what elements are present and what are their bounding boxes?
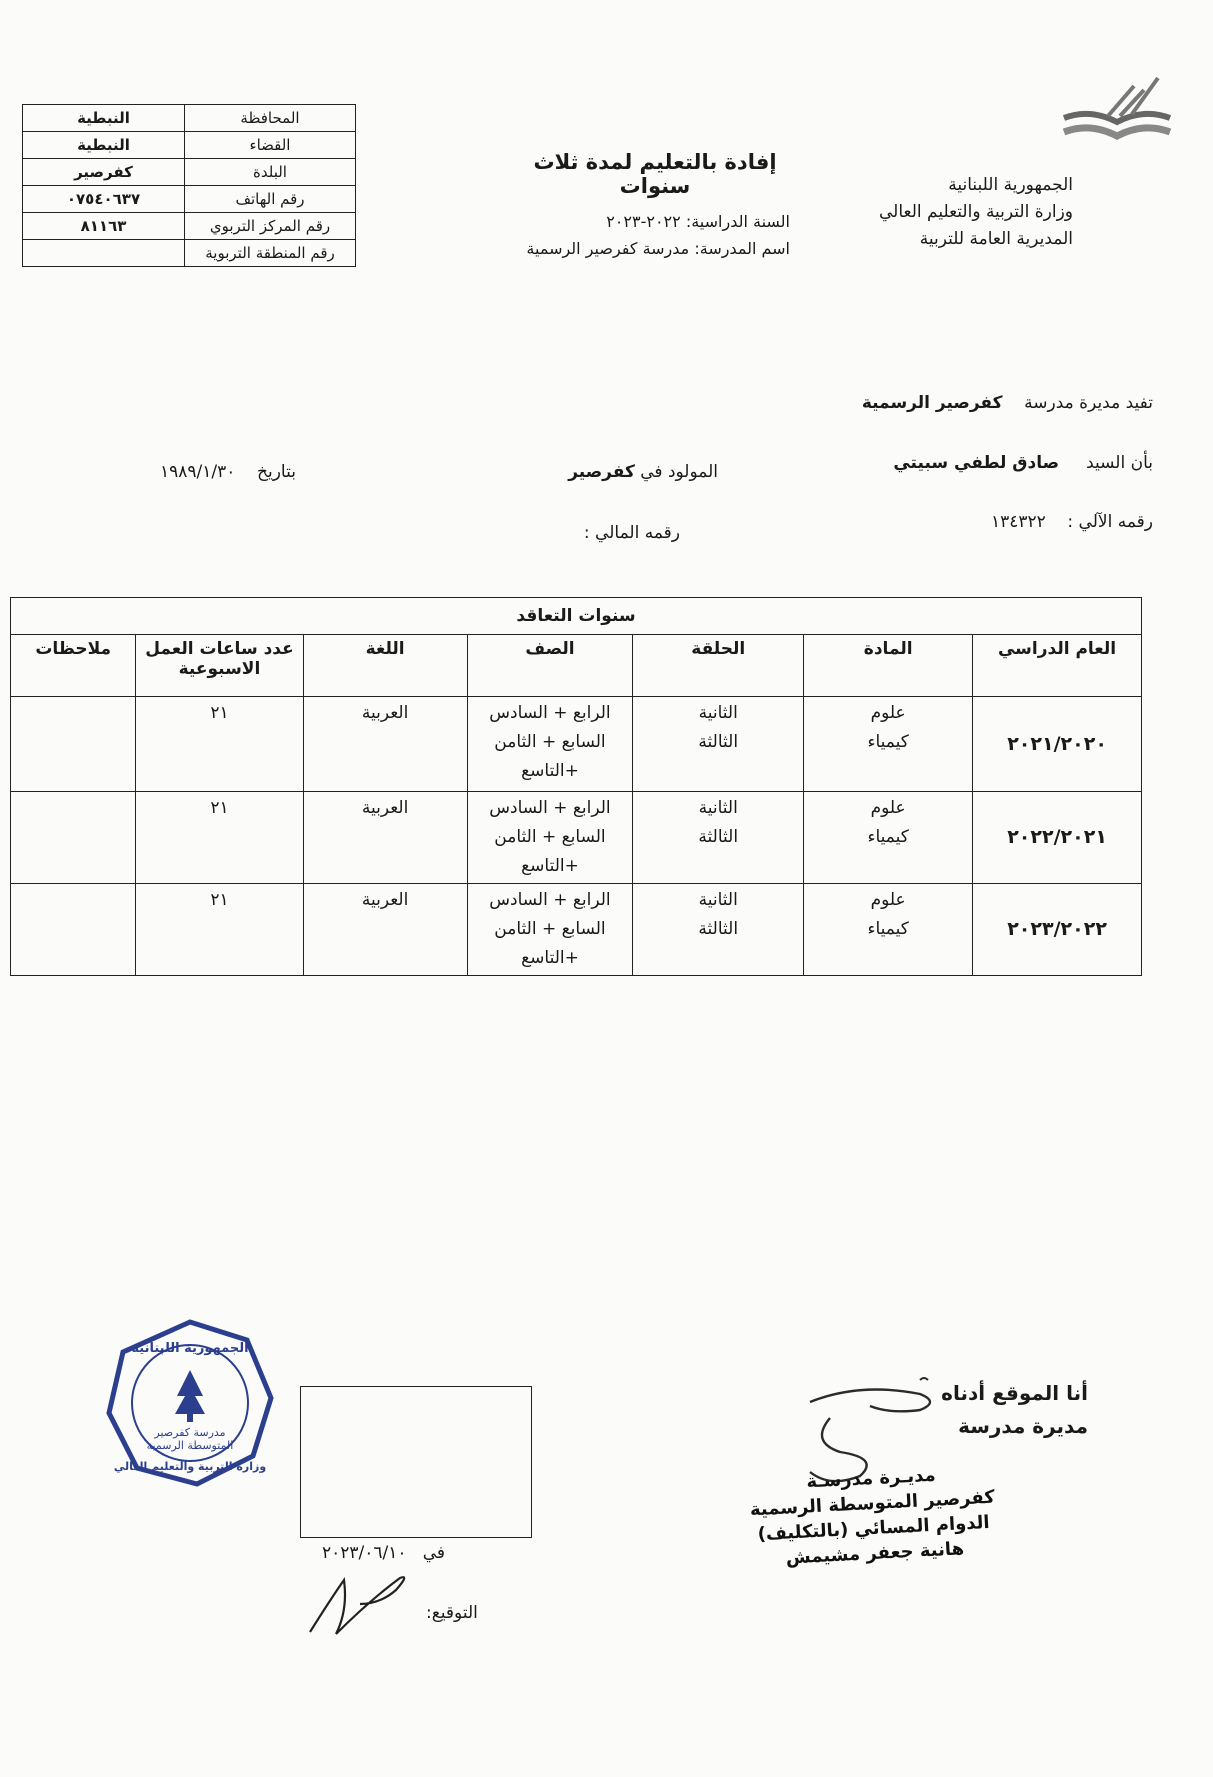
born-in-value: كفرصير <box>568 462 635 482</box>
info-value: ٠٧٥٤٠٦٣٧ <box>23 186 185 213</box>
cell-hours: ٢١ <box>136 697 303 792</box>
cell-language: العربية <box>303 792 467 884</box>
intro-text: تفيد مديرة مدرسة <box>1024 393 1153 413</box>
financial-number-line <box>584 523 680 543</box>
cell-hours: ٢١ <box>136 884 303 976</box>
stamp-line-2: كفرصير المتوسطة الرسمية <box>749 1486 996 1521</box>
cell-year: ٢٠٢١/٢٠٢٠ <box>973 697 1142 792</box>
school-year-value: ٢٠٢٢-٢٠٢٣ <box>606 212 681 231</box>
info-table <box>22 104 356 267</box>
ministry-header <box>793 172 1073 253</box>
cell-subject: علوم كيمياء <box>804 792 973 884</box>
seal-top-text: الجمهورية اللبنانية <box>131 1341 249 1356</box>
document-title: إفادة بالتعليم لمدة ثلاث سنوات <box>533 150 777 198</box>
issue-date-value: ٢٠٢٣/٠٦/١٠ <box>322 1543 407 1563</box>
cell-subject: علوم كيمياء <box>804 697 973 792</box>
info-value: ٨١١٦٣ <box>23 213 185 240</box>
intro-line <box>862 393 1153 413</box>
column-header: اللغة <box>303 635 467 697</box>
school-name-label: اسم المدرسة: <box>694 239 790 258</box>
cell-year: ٢٠٢٢/٢٠٢١ <box>973 792 1142 884</box>
school-year-label: السنة الدراسية: <box>685 212 790 231</box>
document-meta <box>470 208 790 262</box>
info-label: القضاء <box>185 132 356 159</box>
stamp-line-4: هانية جعفر مشيمش <box>785 1538 965 1569</box>
info-row <box>23 132 356 159</box>
cell-cycle: الثانية الثالثة <box>633 792 804 884</box>
person-line <box>893 453 1153 473</box>
column-header: عدد ساعات العمل الاسبوعية <box>136 635 303 697</box>
column-header: المادة <box>804 635 973 697</box>
cell-language: العربية <box>303 884 467 976</box>
info-value: النبطية <box>23 132 185 159</box>
school-seal <box>105 1318 275 1488</box>
info-row <box>23 159 356 186</box>
info-row <box>23 186 356 213</box>
stamp-line-3: الدوام المسائي (بالتكليف) <box>757 1511 991 1546</box>
info-row <box>23 240 356 267</box>
republic-name: الجمهورية اللبنانية <box>948 175 1073 195</box>
birthdate-line <box>160 462 296 482</box>
ministry-book-logo <box>1062 76 1172 156</box>
cell-hours: ٢١ <box>136 792 303 884</box>
cell-cycle: الثانية الثالثة <box>633 884 804 976</box>
principal-stamp <box>726 1458 1021 1573</box>
info-value: النبطية <box>23 105 185 132</box>
intro-school-name: كفرصير الرسمية <box>861 393 1003 413</box>
column-header: ملاحظات <box>11 635 136 697</box>
signature-label: التوقيع: <box>426 1603 478 1623</box>
cell-year: ٢٠٢٣/٢٠٢٢ <box>973 884 1142 976</box>
contract-table-caption: سنوات التعاقد <box>11 598 1142 635</box>
info-value: كفرصير <box>23 159 185 186</box>
official-signature <box>300 1560 420 1640</box>
auto-number-line <box>991 512 1153 532</box>
seal-mid-text-2: المتوسطة الرسمية <box>146 1439 234 1452</box>
cell-grade: الرابع + السادس السابع + الثامن +التاسع <box>467 792 633 884</box>
person-name: صادق لطفي سبيتي <box>893 453 1060 473</box>
stamp-line-1: مديـرة مدرسـة <box>805 1464 937 1493</box>
info-label: البلدة <box>185 159 356 186</box>
directorate-name: المديرية العامة للتربية <box>919 229 1073 249</box>
ministry-name: وزارة التربية والتعليم العالي <box>878 202 1073 222</box>
born-in-label: المولود في <box>640 462 718 482</box>
cell-grade: الرابع + السادس السابع + الثامن +التاسع <box>467 884 633 976</box>
table-row <box>11 884 1142 976</box>
info-value <box>23 240 185 267</box>
school-year-line <box>470 208 790 235</box>
financial-number-label: رقمه المالي : <box>583 523 680 543</box>
birthplace-line <box>568 462 718 482</box>
signature-box <box>300 1386 532 1538</box>
birth-date-label: بتاريخ <box>257 462 296 482</box>
cell-notes <box>11 792 136 884</box>
signer-line-2: مديرة مدرسة <box>958 1414 1088 1438</box>
info-label: رقم الهاتف <box>185 186 356 213</box>
school-name-value: مدرسة كفرصير الرسمية <box>526 239 690 258</box>
cell-notes <box>11 697 136 792</box>
school-name-line <box>470 235 790 262</box>
issue-date-prefix: في <box>422 1543 446 1563</box>
table-row <box>11 792 1142 884</box>
auto-number-label: رقمه الآلي : <box>1067 512 1153 532</box>
seal-mid-text-1: مدرسة كفرصير <box>154 1426 226 1439</box>
cell-grade: الرابع + السادس السابع + الثامن +التاسع <box>467 697 633 792</box>
birth-date-value: ١٩٨٩/١/٣٠ <box>160 462 236 482</box>
info-label: رقم المنطقة التربوية <box>185 240 356 267</box>
signer-line-1: أنا الموقع أدناه <box>941 1381 1088 1405</box>
column-header: الحلقة <box>633 635 804 697</box>
cell-cycle: الثانية الثالثة <box>633 697 804 792</box>
cell-subject: علوم كيمياء <box>804 884 973 976</box>
table-row <box>11 697 1142 792</box>
info-row <box>23 213 356 240</box>
cell-notes <box>11 884 136 976</box>
seal-bottom-text: وزارة التربية والتعليم العالي <box>113 1460 267 1473</box>
mr-label: بأن السيد <box>1086 453 1153 473</box>
info-row <box>23 105 356 132</box>
auto-number-value: ١٣٤٣٢٢ <box>990 512 1046 532</box>
info-label: المحافظة <box>185 105 356 132</box>
contract-table <box>10 597 1142 976</box>
column-header: الصف <box>467 635 633 697</box>
info-label: رقم المركز التربوي <box>185 213 356 240</box>
cell-language: العربية <box>303 697 467 792</box>
column-header: العام الدراسي <box>973 635 1142 697</box>
